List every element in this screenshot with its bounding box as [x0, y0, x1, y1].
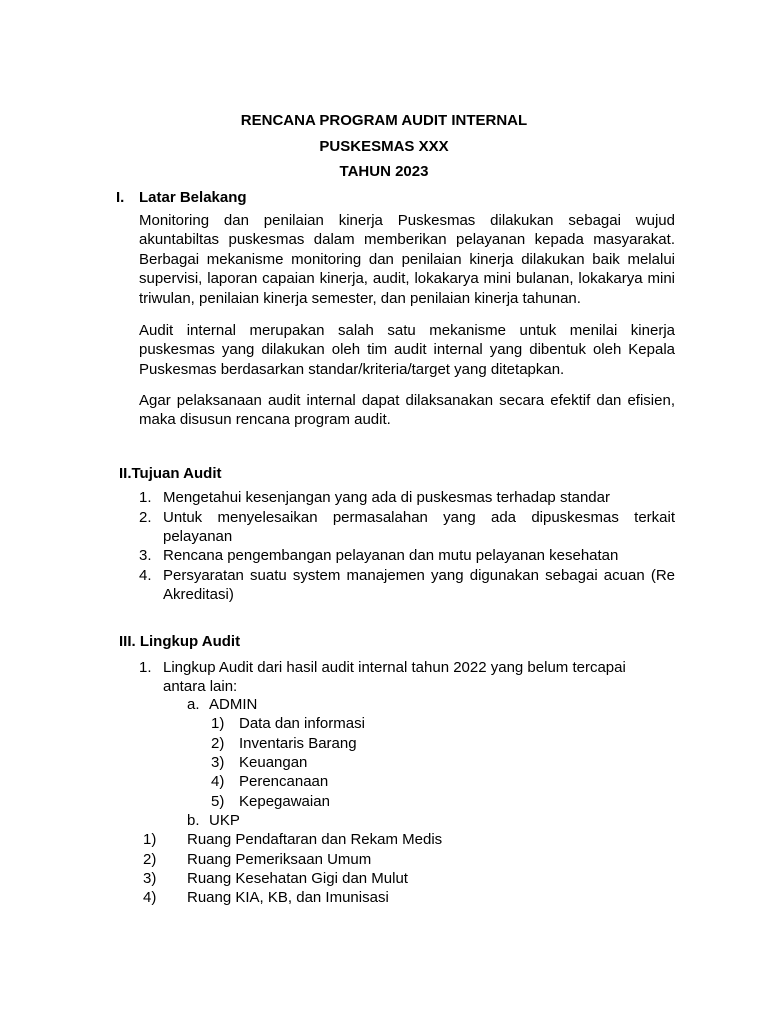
objective-text: Mengetahui kesenjangan yang ada di puskesmas terhadap standar: [163, 489, 610, 506]
sub-b-label: b.: [187, 812, 200, 829]
admin-item-text: Perencanaan: [239, 773, 329, 790]
admin-item-number: 3): [211, 754, 225, 771]
section-1-number: I.: [116, 189, 125, 206]
admin-item-text: Inventaris Barang: [239, 735, 357, 752]
section-3-heading: III. Lingkup Audit: [119, 633, 241, 650]
admin-item-number: 1): [211, 715, 225, 732]
objective-number: 3.: [139, 547, 152, 564]
ukp-item-number: 3): [143, 870, 157, 887]
sub-a-label: a.: [187, 696, 200, 713]
ukp-item-text: Ruang Pemeriksaan Umum: [187, 851, 372, 868]
ukp-item-number: 4): [143, 889, 157, 906]
scope-text: Lingkup Audit dari hasil audit internal tahun 2022 yang belum tercapai: [163, 659, 626, 676]
ukp-item-number: 2): [143, 851, 157, 868]
ukp-item-text: Ruang Pendaftaran dan Rekam Medis: [187, 831, 443, 848]
objective-text-continued: pelayanan: [163, 528, 233, 545]
sub-b-text: UKP: [209, 812, 240, 829]
admin-item-text: Keuangan: [239, 754, 308, 771]
objective-number: 2.: [139, 509, 152, 526]
admin-item-number: 2): [211, 735, 225, 752]
sub-a-text: ADMIN: [209, 696, 258, 713]
document-subtitle-year: TAHUN 2023: [339, 163, 429, 180]
section-1-paragraph-3: Agar pelaksanaan audit internal dapat dilaksanakan secara efektif dan efisien, maka disusun rencana program audit.: [139, 392, 675, 429]
scope-number: 1.: [139, 659, 152, 676]
admin-item-text: Data dan informasi: [239, 715, 365, 732]
document-subtitle-puskesmas: PUSKESMAS XXX: [319, 138, 449, 155]
objective-text-continued: Akreditasi): [163, 586, 234, 603]
document-title: RENCANA PROGRAM AUDIT INTERNAL: [240, 112, 528, 129]
section-1-paragraph-1: Monitoring dan penilaian kinerja Puskesmas dilakukan sebagai wujud akuntabiltas puskesmas dalam memberikan pelayanan kepada masyarakat. Berbagai mekanisme monitoring dan penilaian kinerja dilakukan baik melalui supervisi, laporan capaian kinerja, audit, lokakarya mini bulanan, lokakarya mini triwulan, penilaian kinerja semester, dan penilaian kinerja tahunan.: [139, 212, 675, 307]
admin-item-text: Kepegawaian: [239, 793, 330, 810]
admin-item-number: 5): [211, 793, 225, 810]
ukp-item-number: 1): [143, 831, 157, 848]
admin-item-number: 4): [211, 773, 225, 790]
section-2-heading: II.Tujuan Audit: [119, 465, 222, 482]
ukp-item-text: Ruang KIA, KB, dan Imunisasi: [187, 889, 389, 906]
section-1-heading: Latar Belakang: [139, 189, 247, 206]
objective-text: Untuk menyelesaikan permasalahan yang ada dipuskesmas terkait: [163, 509, 675, 526]
scope-text-continued: antara lain:: [163, 678, 238, 695]
objective-text: Rencana pengembangan pelayanan dan mutu pelayanan kesehatan: [163, 547, 619, 564]
section-1-paragraph-2: Audit internal merupakan salah satu mekanisme untuk menilai kinerja puskesmas yang dilakukan oleh tim audit internal yang dibentuk oleh Kepala Puskesmas berdasarkan standar/kriteria/target yang ditetapkan.: [139, 322, 675, 378]
ukp-item-text: Ruang Kesehatan Gigi dan Mulut: [187, 870, 408, 887]
objective-number: 4.: [139, 567, 152, 584]
objective-text: Persyaratan suatu system manajemen yang digunakan sebagai acuan (Re: [163, 567, 675, 584]
objective-number: 1.: [139, 489, 152, 506]
